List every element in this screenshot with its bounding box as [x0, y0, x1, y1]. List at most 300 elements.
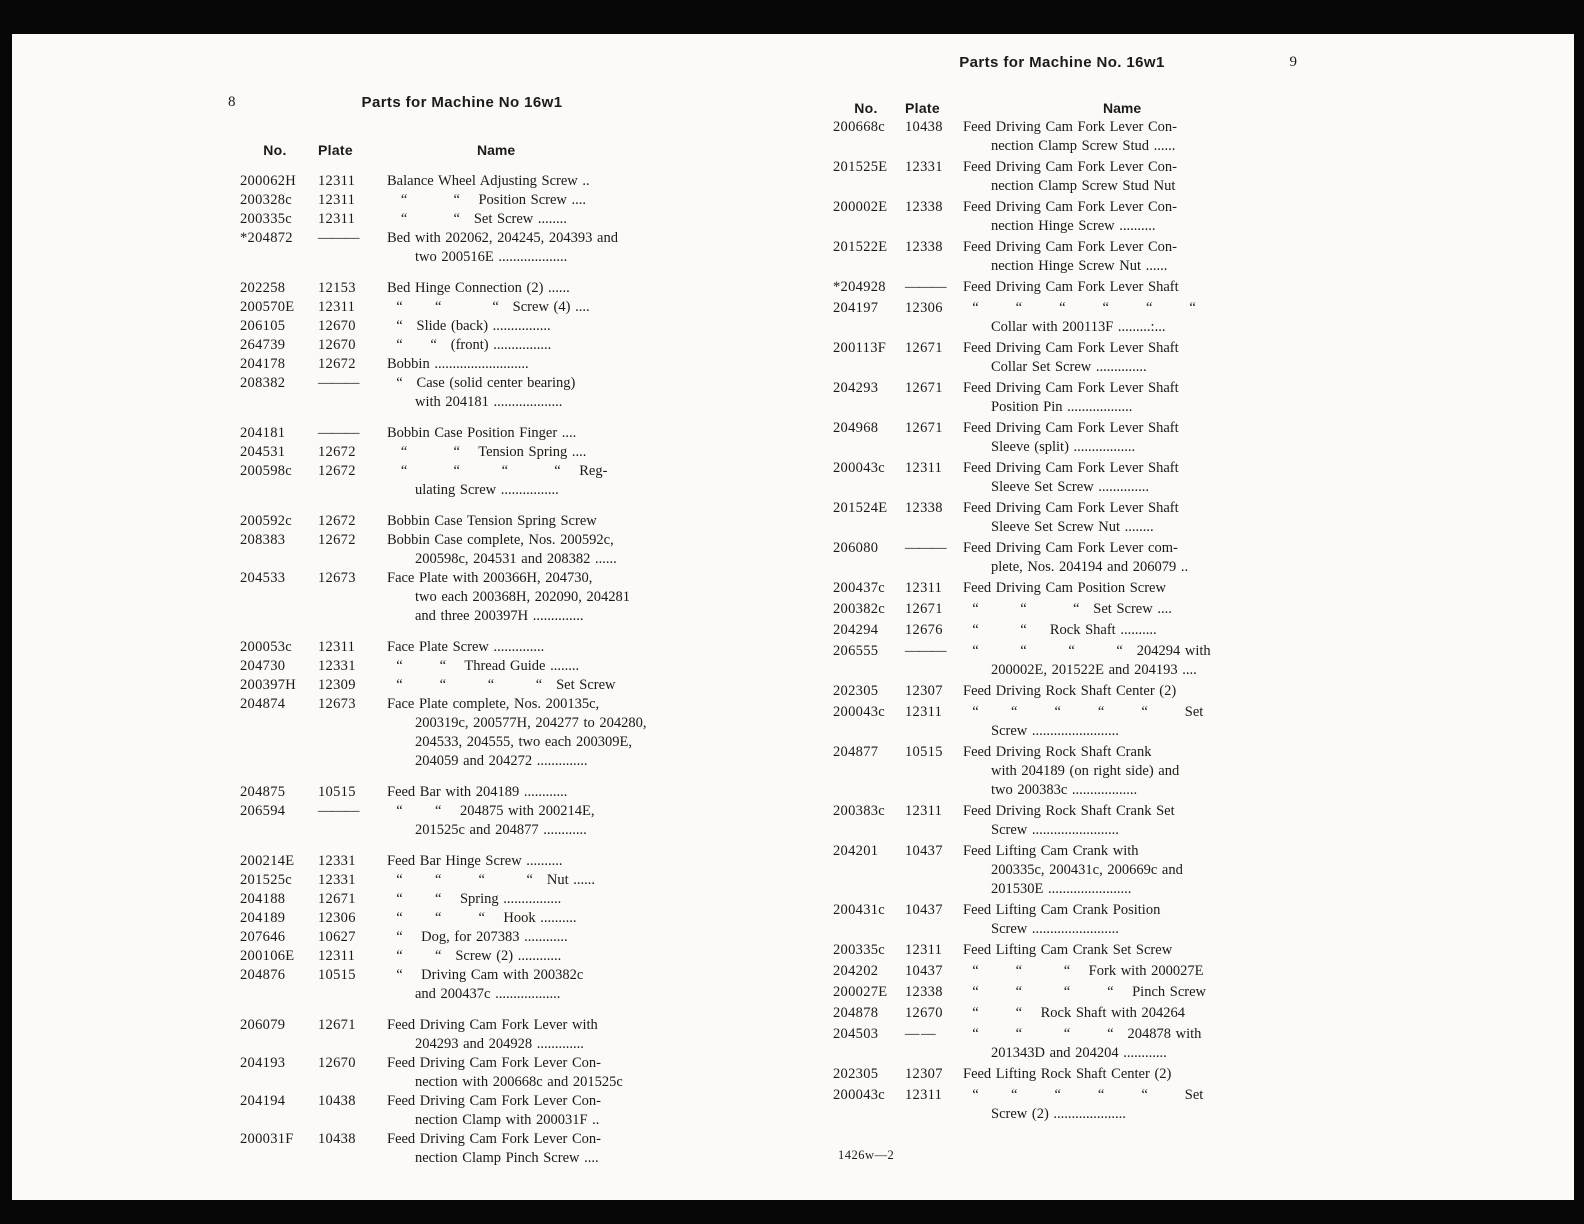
plate-number: 12331: [905, 159, 943, 175]
part-name-line: Feed Driving Rock Shaft Crank Set: [963, 803, 1175, 819]
plate-number: 12671: [905, 420, 943, 436]
part-number: 200431c: [833, 902, 886, 918]
part-number: 204294: [833, 622, 879, 638]
parts-row: [222, 355, 702, 374]
part-name: [387, 909, 577, 928]
part-number: 201524E: [833, 500, 888, 516]
part-name: [387, 424, 576, 443]
parts-row: [222, 172, 702, 191]
part-name-line: Balance Wheel Adjusting Screw ..: [387, 173, 590, 189]
plate-number: 10438: [318, 1131, 356, 1147]
part-number: 204877: [833, 744, 879, 760]
part-name-continuation: 201530E .......................: [991, 881, 1132, 897]
parts-row: [827, 198, 1297, 236]
part-name: [387, 871, 595, 890]
part-name: [963, 539, 1188, 577]
part-name: [387, 210, 567, 229]
part-number: 200570E: [240, 299, 295, 315]
plate-number: 12338: [905, 199, 943, 215]
part-number: 204533: [240, 570, 286, 586]
part-name-line: Feed Driving Cam Fork Lever Con-: [387, 1093, 602, 1109]
plate-number: 12670: [318, 1055, 356, 1071]
part-name-line: “ “ “ “ 204878 with: [963, 1026, 1202, 1042]
part-name-continuation: 200319c, 200577H, 204277 to 204280,: [415, 715, 647, 731]
parts-row: [222, 695, 702, 771]
part-number: 200002E: [833, 199, 888, 215]
plate-number: ———: [905, 279, 946, 295]
plate-number: 12676: [905, 622, 943, 638]
part-name-continuation: Screw ........................: [991, 822, 1119, 838]
column-header-name: Name: [477, 142, 516, 158]
part-name: [387, 783, 567, 802]
plate-number: 10437: [905, 843, 943, 859]
part-name: [387, 676, 616, 695]
part-number: 264739: [240, 337, 286, 353]
part-name-line: “ Slide (back) ................: [387, 318, 551, 334]
column-header-plate: Plate: [318, 142, 353, 158]
part-name: [963, 278, 1179, 297]
part-number: 200592c: [240, 513, 293, 529]
part-number: 204178: [240, 356, 286, 372]
parts-row: [222, 210, 702, 229]
part-name: [387, 374, 575, 412]
plate-number: 12311: [905, 1087, 943, 1103]
part-name-line: “ “ Tension Spring ....: [387, 444, 587, 460]
part-name-line: Feed Driving Cam Fork Lever Shaft: [963, 340, 1179, 356]
part-name-line: Feed Driving Cam Fork Lever Shaft: [963, 380, 1179, 396]
part-number: 206555: [833, 643, 879, 659]
table-column-headers: [222, 142, 702, 158]
part-name-line: Feed Driving Cam Fork Lever com-: [963, 540, 1178, 556]
part-name-line: “ “ “ Screw (4) ....: [387, 299, 590, 315]
table-column-headers: [827, 100, 1297, 116]
part-number: 202258: [240, 280, 286, 296]
page-header: [222, 94, 702, 114]
part-name: [963, 158, 1177, 196]
plate-number: 12311: [318, 299, 356, 315]
parts-row: [222, 909, 702, 928]
parts-row: [222, 279, 702, 298]
part-number: 204188: [240, 891, 286, 907]
parts-row: [222, 191, 702, 210]
plate-number: 12338: [905, 239, 943, 255]
part-number: 206594: [240, 803, 286, 819]
parts-table: [827, 118, 1297, 1124]
part-name: [963, 238, 1177, 276]
part-name: [387, 1016, 598, 1054]
part-name: [387, 657, 579, 676]
parts-row: [222, 947, 702, 966]
parts-row: [222, 424, 702, 443]
part-number: 201525c: [240, 872, 293, 888]
plate-number: 12672: [318, 444, 356, 460]
parts-row: [222, 298, 702, 317]
plate-number: 10437: [905, 902, 943, 918]
parts-row: [222, 802, 702, 840]
part-name: [387, 852, 563, 871]
part-number: 207646: [240, 929, 286, 945]
plate-number: 12672: [318, 532, 356, 548]
part-name-continuation: with 204181 ...................: [415, 394, 563, 410]
part-name: [387, 279, 570, 298]
plate-number: ———: [318, 803, 359, 819]
part-name: [963, 962, 1203, 981]
part-number: 201522E: [833, 239, 888, 255]
part-name-continuation: 200598c, 204531 and 208382 ......: [415, 551, 617, 567]
part-number: 200668c: [833, 119, 886, 135]
plate-number: 10515: [905, 744, 943, 760]
plate-number: 12306: [905, 300, 943, 316]
parts-row: [222, 1016, 702, 1054]
part-name: [963, 579, 1166, 598]
part-name: [387, 336, 551, 355]
parts-row: [827, 842, 1297, 899]
plate-number: 12672: [318, 513, 356, 529]
part-number: 204876: [240, 967, 286, 983]
parts-row: [222, 336, 702, 355]
part-number: 204874: [240, 696, 286, 712]
part-number: 200113F: [833, 340, 887, 356]
part-name-continuation: 201343D and 204204 ............: [991, 1045, 1167, 1061]
part-name: [387, 928, 568, 947]
part-number: 204189: [240, 910, 286, 926]
part-name-line: “ “ “ “ “ Set: [963, 704, 1204, 720]
part-number: 208382: [240, 375, 286, 391]
catalog-page-9: [827, 54, 1297, 1126]
part-name: [963, 941, 1172, 960]
plate-number: 10438: [905, 119, 943, 135]
part-name-continuation: Screw ........................: [991, 921, 1119, 937]
plate-number: 12673: [318, 570, 356, 586]
part-name-continuation: 200002E, 201522E and 204193 ....: [991, 662, 1197, 678]
part-name-line: “ “ “ Fork with 200027E: [963, 963, 1204, 979]
part-name: [387, 569, 630, 626]
part-name: [963, 703, 1203, 741]
part-number: *204872: [240, 230, 293, 246]
part-number: 200027E: [833, 984, 888, 1000]
part-name: [963, 419, 1179, 457]
plate-number: 12671: [318, 1017, 356, 1033]
parts-row: [827, 962, 1297, 981]
parts-row: [222, 1054, 702, 1092]
parts-row: [827, 682, 1297, 701]
parts-row: [827, 238, 1297, 276]
parts-row: [222, 783, 702, 802]
plate-number: 10438: [318, 1093, 356, 1109]
parts-row: [222, 1092, 702, 1130]
part-name-line: Feed Driving Cam Fork Lever with: [387, 1017, 598, 1033]
part-number: 200043c: [833, 460, 886, 476]
part-number: 204968: [833, 420, 879, 436]
part-name: [387, 191, 586, 210]
parts-row: [827, 1065, 1297, 1084]
part-name-line: “ “ “ “ 204294 with: [963, 643, 1211, 659]
part-name-line: “ “ Set Screw ........: [387, 211, 567, 227]
parts-row: [827, 158, 1297, 196]
parts-row: [222, 374, 702, 412]
part-name: [963, 1065, 1171, 1084]
plate-number: 10515: [318, 967, 356, 983]
part-name-continuation: two 200516E ...................: [415, 249, 568, 265]
part-number: 200106E: [240, 948, 295, 964]
part-name-continuation: 204533, 204555, two each 200309E,: [415, 734, 633, 750]
plate-number: ———: [905, 643, 946, 659]
part-name: [963, 802, 1175, 840]
part-name: [963, 459, 1179, 497]
plate-number: 12670: [318, 318, 356, 334]
part-name: [963, 642, 1211, 680]
part-number: 200383c: [833, 803, 886, 819]
plate-number: 10437: [905, 963, 943, 979]
part-name-continuation: Position Pin ..................: [991, 399, 1133, 415]
plate-number: 12331: [318, 872, 356, 888]
parts-row: [827, 600, 1297, 619]
part-name-line: Feed Lifting Cam Crank with: [963, 843, 1139, 859]
part-name: [387, 966, 583, 1004]
part-name: [387, 512, 597, 531]
part-name-line: Feed Driving Cam Fork Lever Shaft: [963, 500, 1179, 516]
part-name-line: Bobbin ..........................: [387, 356, 529, 372]
part-name-continuation: Sleeve Set Screw ..............: [991, 479, 1150, 495]
part-name-line: Bobbin Case Position Finger ....: [387, 425, 577, 441]
part-number: 204202: [833, 963, 879, 979]
parts-row: [827, 299, 1297, 337]
part-name-line: “ “ “ “ “ “: [963, 300, 1196, 316]
part-name: [963, 842, 1183, 899]
part-name-line: Feed Driving Cam Fork Lever Con-: [963, 119, 1178, 135]
parts-row: [222, 229, 702, 267]
parts-row: [827, 743, 1297, 800]
part-number: 200397H: [240, 677, 297, 693]
parts-row: [827, 703, 1297, 741]
part-name-line: Feed Driving Cam Fork Lever Shaft: [963, 279, 1179, 295]
part-number: 204194: [240, 1093, 286, 1109]
part-number: 200031F: [240, 1131, 294, 1147]
parts-row: [827, 339, 1297, 377]
parts-row: [827, 642, 1297, 680]
part-name-continuation: plete, Nos. 204194 and 206079 ..: [991, 559, 1189, 575]
part-number: 204878: [833, 1005, 879, 1021]
catalog-page-8: [222, 94, 702, 1168]
part-name-line: “ Case (solid center bearing): [387, 375, 576, 391]
page-title: Parts for Machine No. 16w1: [959, 54, 1165, 71]
page-number: 9: [1289, 54, 1297, 70]
parts-row: [222, 676, 702, 695]
part-name-line: “ “ Screw (2) ............: [387, 948, 562, 964]
part-name-line: Feed Driving Rock Shaft Crank: [963, 744, 1152, 760]
parts-row: [222, 462, 702, 500]
part-name-continuation: 201525c and 204877 ............: [415, 822, 587, 838]
plate-number: 12311: [905, 942, 943, 958]
part-number: 204531: [240, 444, 286, 460]
part-name-line: Feed Driving Cam Fork Lever Con-: [963, 239, 1178, 255]
part-name-line: Feed Driving Cam Fork Lever Shaft: [963, 460, 1179, 476]
part-name-line: Feed Driving Cam Fork Lever Shaft: [963, 420, 1179, 436]
part-name: [963, 600, 1172, 619]
part-name-continuation: Screw (2) ....................: [991, 1106, 1126, 1122]
part-name: [387, 298, 590, 317]
part-name-continuation: nection with 200668c and 201525c: [415, 1074, 623, 1090]
part-number: 200043c: [833, 1087, 886, 1103]
part-name-line: Feed Lifting Rock Shaft Center (2): [963, 1066, 1172, 1082]
plate-number: 12672: [318, 463, 356, 479]
plate-number: 12673: [318, 696, 356, 712]
part-number: 200214E: [240, 853, 295, 869]
parts-row: [827, 1025, 1297, 1063]
plate-number: 12311: [318, 173, 356, 189]
plate-number: 10515: [318, 784, 356, 800]
plate-number: 12153: [318, 280, 356, 296]
parts-row: [827, 802, 1297, 840]
part-name-line: “ “ (front) ................: [387, 337, 552, 353]
parts-row: [827, 419, 1297, 457]
part-number: 200437c: [833, 580, 886, 596]
plate-number: 10627: [318, 929, 356, 945]
part-number: 204293: [833, 380, 879, 396]
parts-row: [827, 621, 1297, 640]
part-name: [963, 118, 1177, 156]
part-number: 208383: [240, 532, 286, 548]
column-header-plate: Plate: [905, 100, 940, 116]
part-name: [387, 531, 617, 569]
part-name-line: “ “ “ Hook ..........: [387, 910, 577, 926]
part-number: *204928: [833, 279, 886, 295]
part-name-continuation: nection Clamp Screw Stud ......: [991, 138, 1176, 154]
parts-row: [222, 512, 702, 531]
part-name-continuation: Sleeve (split) .................: [991, 439, 1136, 455]
part-name-continuation: nection Clamp Pinch Screw ....: [415, 1150, 599, 1166]
part-name-line: “ “ “ “ Reg-: [387, 463, 608, 479]
part-name-line: “ “ “ “ Pinch Screw: [963, 984, 1207, 1000]
part-name: [387, 890, 561, 909]
part-name-continuation: two 200383c ..................: [991, 782, 1138, 798]
part-number: 200328c: [240, 192, 293, 208]
part-name-line: Bed with 202062, 204245, 204393 and: [387, 230, 618, 246]
part-name-line: Feed Driving Cam Fork Lever Con-: [963, 199, 1178, 215]
part-name-line: “ “ Rock Shaft ..........: [963, 622, 1157, 638]
part-name: [387, 638, 544, 657]
part-name: [387, 229, 618, 267]
part-name-continuation: Screw ........................: [991, 723, 1119, 739]
parts-row: [222, 852, 702, 871]
page-number: 8: [228, 94, 236, 110]
plate-number: 12670: [318, 337, 356, 353]
parts-row: [827, 983, 1297, 1002]
parts-row: [222, 1130, 702, 1168]
part-name-continuation: nection Hinge Screw ..........: [991, 218, 1156, 234]
part-number: 204193: [240, 1055, 286, 1071]
parts-row: [827, 1004, 1297, 1023]
plate-number: 12338: [905, 984, 943, 1000]
plate-number: 12311: [318, 639, 356, 655]
plate-number: 12311: [905, 803, 943, 819]
part-number: 206080: [833, 540, 879, 556]
parts-row: [827, 1086, 1297, 1124]
plate-number: 12338: [905, 500, 943, 516]
part-name-continuation: Collar Set Screw ..............: [991, 359, 1147, 375]
part-name: [963, 499, 1179, 537]
part-name: [387, 695, 647, 771]
parts-row: [222, 443, 702, 462]
part-number: 200598c: [240, 463, 293, 479]
plate-number: ———: [318, 230, 359, 246]
part-name-continuation: nection Clamp Screw Stud Nut: [991, 178, 1176, 194]
part-name-continuation: Sleeve Set Screw Nut ........: [991, 519, 1154, 535]
part-number: 200053c: [240, 639, 293, 655]
part-name-line: “ “ Rock Shaft with 204264: [963, 1005, 1185, 1021]
part-name-line: “ “ “ “ Nut ......: [387, 872, 595, 888]
part-name: [963, 621, 1157, 640]
plate-number: 12671: [318, 891, 356, 907]
plate-number: 12331: [318, 853, 356, 869]
plate-number: 12307: [905, 1066, 943, 1082]
part-name-continuation: 200335c, 200431c, 200669c and: [991, 862, 1183, 878]
page-title: Parts for Machine No 16w1: [361, 94, 563, 111]
part-number: 206105: [240, 318, 286, 334]
part-number: 200382c: [833, 601, 886, 617]
part-name-continuation: and 200437c ..................: [415, 986, 561, 1002]
parts-row: [827, 499, 1297, 537]
part-name-line: “ Dog, for 207383 ............: [387, 929, 568, 945]
part-name-line: Bobbin Case complete, Nos. 200592c,: [387, 532, 614, 548]
parts-row: [827, 118, 1297, 156]
part-name-line: Feed Lifting Cam Crank Set Screw: [963, 942, 1173, 958]
part-name-line: Feed Driving Cam Fork Lever Con-: [387, 1055, 602, 1071]
part-number: 202305: [833, 683, 879, 699]
part-name-line: Feed Bar with 204189 ............: [387, 784, 568, 800]
part-number: 204197: [833, 300, 879, 316]
printers-mark: 1426w—2: [838, 1148, 895, 1162]
part-name-line: Feed Driving Cam Fork Lever Con-: [963, 159, 1178, 175]
part-number: 202305: [833, 1066, 879, 1082]
plate-number: 12307: [905, 683, 943, 699]
part-number: 206079: [240, 1017, 286, 1033]
parts-row: [222, 638, 702, 657]
part-name-continuation: and three 200397H ..............: [415, 608, 584, 624]
part-name-line: “ “ “ Set Screw ....: [963, 601, 1172, 617]
part-number: 204503: [833, 1026, 879, 1042]
parts-row: [222, 928, 702, 947]
part-name-continuation: ulating Screw ................: [415, 482, 559, 498]
part-name-continuation: two each 200368H, 202090, 204281: [415, 589, 631, 605]
column-header-no: No.: [263, 142, 287, 158]
part-name-continuation: 204059 and 204272 ..............: [415, 753, 588, 769]
part-name-line: “ “ Spring ................: [387, 891, 562, 907]
part-name-continuation: nection Clamp with 200031F ..: [415, 1112, 600, 1128]
part-name: [387, 443, 586, 462]
part-name: [387, 1054, 623, 1092]
part-name: [963, 1086, 1203, 1124]
part-name-continuation: Collar with 200113F .........:...: [991, 319, 1166, 335]
parts-row: [222, 890, 702, 909]
part-number: 201525E: [833, 159, 888, 175]
part-name: [387, 355, 529, 374]
part-name: [963, 379, 1179, 417]
part-name: [963, 198, 1177, 236]
part-name-line: “ “ “ “ “ Set: [963, 1087, 1204, 1103]
parts-row: [827, 459, 1297, 497]
part-number: 204875: [240, 784, 286, 800]
part-name-line: “ “ Thread Guide ........: [387, 658, 580, 674]
plate-number: 12331: [318, 658, 356, 674]
parts-row: [827, 941, 1297, 960]
part-name: [387, 1092, 601, 1130]
part-name: [963, 339, 1179, 377]
plate-number: — —: [905, 1026, 935, 1042]
part-name-continuation: 204293 and 204928 .............: [415, 1036, 584, 1052]
part-number: 204201: [833, 843, 879, 859]
parts-row: [827, 278, 1297, 297]
